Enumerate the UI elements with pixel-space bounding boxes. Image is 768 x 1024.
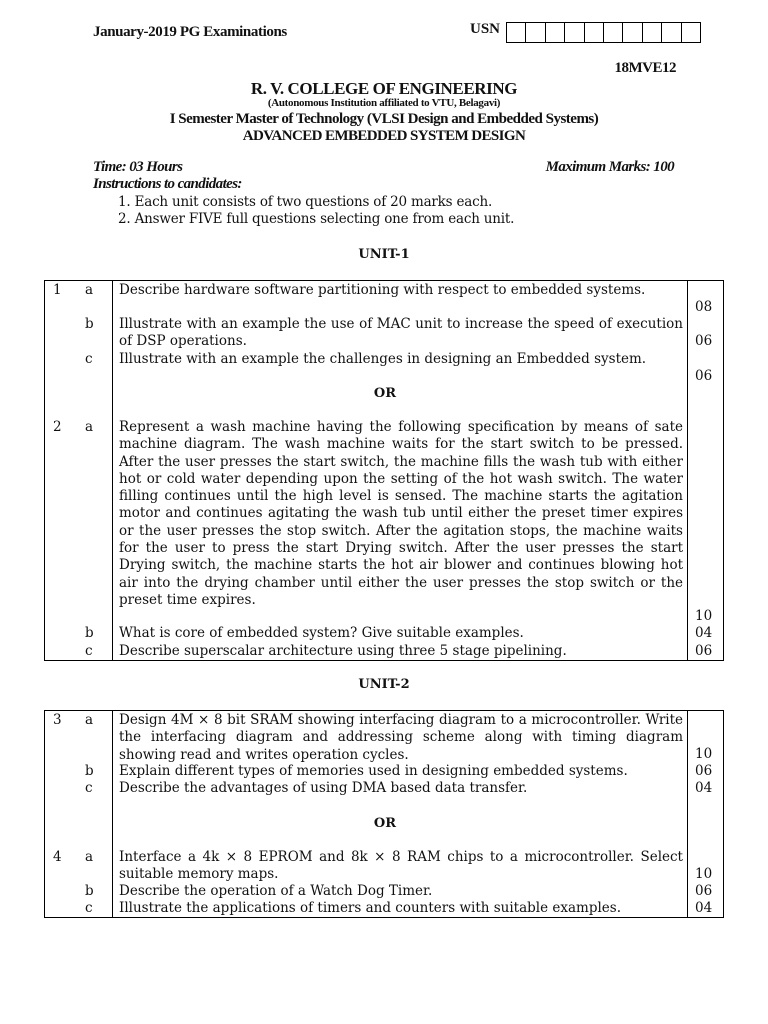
or-divider: OR — [373, 816, 397, 831]
program-name: I Semester Master of Technology (VLSI Design and Embedded Systems) — [169, 111, 599, 127]
question-number: 1 — [53, 282, 62, 298]
unit2-title: UNIT-2 — [358, 677, 410, 692]
subquestion-label: b — [85, 316, 94, 332]
question-text: Explain different types of memories used in designing embedded systems. — [119, 763, 628, 779]
instruction-item: 2. Answer FIVE full questions selecting one from each unit. — [118, 211, 515, 227]
question-number: 2 — [53, 419, 62, 435]
question-marks: 06 — [695, 763, 713, 779]
subquestion-label: a — [85, 712, 94, 728]
subquestion-label: a — [85, 419, 94, 435]
question-marks: 10 — [695, 746, 713, 762]
subquestion-label: c — [85, 351, 93, 367]
question-number: 3 — [53, 712, 62, 728]
column-divider — [687, 711, 688, 917]
subquestion-label: b — [85, 625, 94, 641]
question-marks: 08 — [695, 299, 713, 315]
exam-duration: Time: 03 Hours — [93, 159, 183, 175]
course-name: ADVANCED EMBEDDED SYSTEM DESIGN — [242, 128, 526, 144]
college-name: R. V. COLLEGE OF ENGINEERING — [250, 79, 518, 98]
usn-digit-box — [682, 23, 701, 42]
question-marks: 06 — [695, 368, 713, 384]
usn-label: USN — [470, 21, 501, 37]
usn-digit-box — [585, 23, 604, 42]
question-text: Describe the advantages of using DMA based data transfer. — [119, 780, 528, 796]
unit1-question-table — [44, 280, 724, 661]
usn-digit-box — [604, 23, 623, 42]
question-number: 4 — [53, 849, 62, 865]
question-marks: 10 — [695, 866, 713, 882]
question-text: Describe the operation of a Watch Dog Timer. — [119, 883, 433, 899]
column-divider — [687, 281, 688, 660]
question-marks: 04 — [695, 625, 713, 641]
question-marks: 06 — [695, 643, 713, 659]
affiliation: (Autonomous Institution affiliated to VTU, Belagavi) — [267, 97, 501, 109]
usn-digit-box — [526, 23, 545, 42]
question-text: Represent a wash machine having the following specification by means of sate machine diagram. The wash machine waits for the start switch to be pressed. After the user presses the start switch, the machine fills the wash tub with either hot or cold water depending upon the setting of the hot wash switch. The water filling continues until the high level is sensed. The machine starts the agitation motor and continues agitating the wash tub until either the preset timer expires or the user presses the stop switch. After the agitation stops, the machine waits for the user to press the start Drying switch. After the user presses the start Drying switch, the machine starts the hot air blower and continues blowing hot air into the drying chamber until either the user presses the stop switch or the preset time expires. — [119, 419, 683, 608]
or-divider: OR — [373, 386, 397, 401]
subject-code: 18MVE12 — [614, 60, 676, 76]
exam-title: January-2019 PG Examinations — [93, 24, 287, 40]
question-text: Describe superscalar architecture using three 5 stage pipelining. — [119, 643, 567, 659]
question-text: Illustrate the applications of timers and counters with suitable examples. — [119, 900, 622, 916]
subquestion-label: b — [85, 883, 94, 899]
usn-digit-box — [546, 23, 565, 42]
question-marks: 10 — [695, 608, 713, 624]
unit1-title: UNIT-1 — [358, 247, 410, 262]
question-text: Illustrate with an example the use of MAC unit to increase the speed of execution of DSP operations. — [119, 316, 683, 350]
subquestion-label: c — [85, 780, 93, 796]
usn-digit-box — [623, 23, 642, 42]
question-text: Design 4M × 8 bit SRAM showing interfacing diagram to a microcontroller. Write the interfacing diagram and addressing scheme along with timing diagram showing read and writes operation cycles. — [119, 712, 683, 763]
question-text: Interface a 4k × 8 EPROM and 8k × 8 RAM chips to a microcontroller. Select suitable memory maps. — [119, 849, 683, 883]
usn-boxes — [506, 22, 701, 43]
question-text: Describe hardware software partitioning with respect to embedded systems. — [119, 282, 646, 298]
subquestion-label: a — [85, 282, 94, 298]
unit2-question-table — [44, 710, 724, 918]
subquestion-label: a — [85, 849, 94, 865]
subquestion-label: b — [85, 763, 94, 779]
max-marks: Maximum Marks: 100 — [545, 159, 674, 175]
column-divider — [112, 711, 113, 917]
usn-digit-box — [507, 23, 526, 42]
subquestion-label: c — [85, 643, 93, 659]
column-divider — [112, 281, 113, 660]
question-marks: 04 — [695, 780, 713, 796]
usn-digit-box — [565, 23, 584, 42]
usn-digit-box — [662, 23, 681, 42]
question-text: Illustrate with an example the challenges in designing an Embedded system. — [119, 351, 647, 367]
instruction-item: 1. Each unit consists of two questions of 20 marks each. — [118, 194, 493, 210]
question-marks: 04 — [695, 900, 713, 916]
question-marks: 06 — [695, 333, 713, 349]
usn-digit-box — [643, 23, 662, 42]
question-text: What is core of embedded system? Give suitable examples. — [119, 625, 524, 641]
subquestion-label: c — [85, 900, 93, 916]
question-marks: 06 — [695, 883, 713, 899]
instructions-title: Instructions to candidates: — [93, 176, 242, 192]
